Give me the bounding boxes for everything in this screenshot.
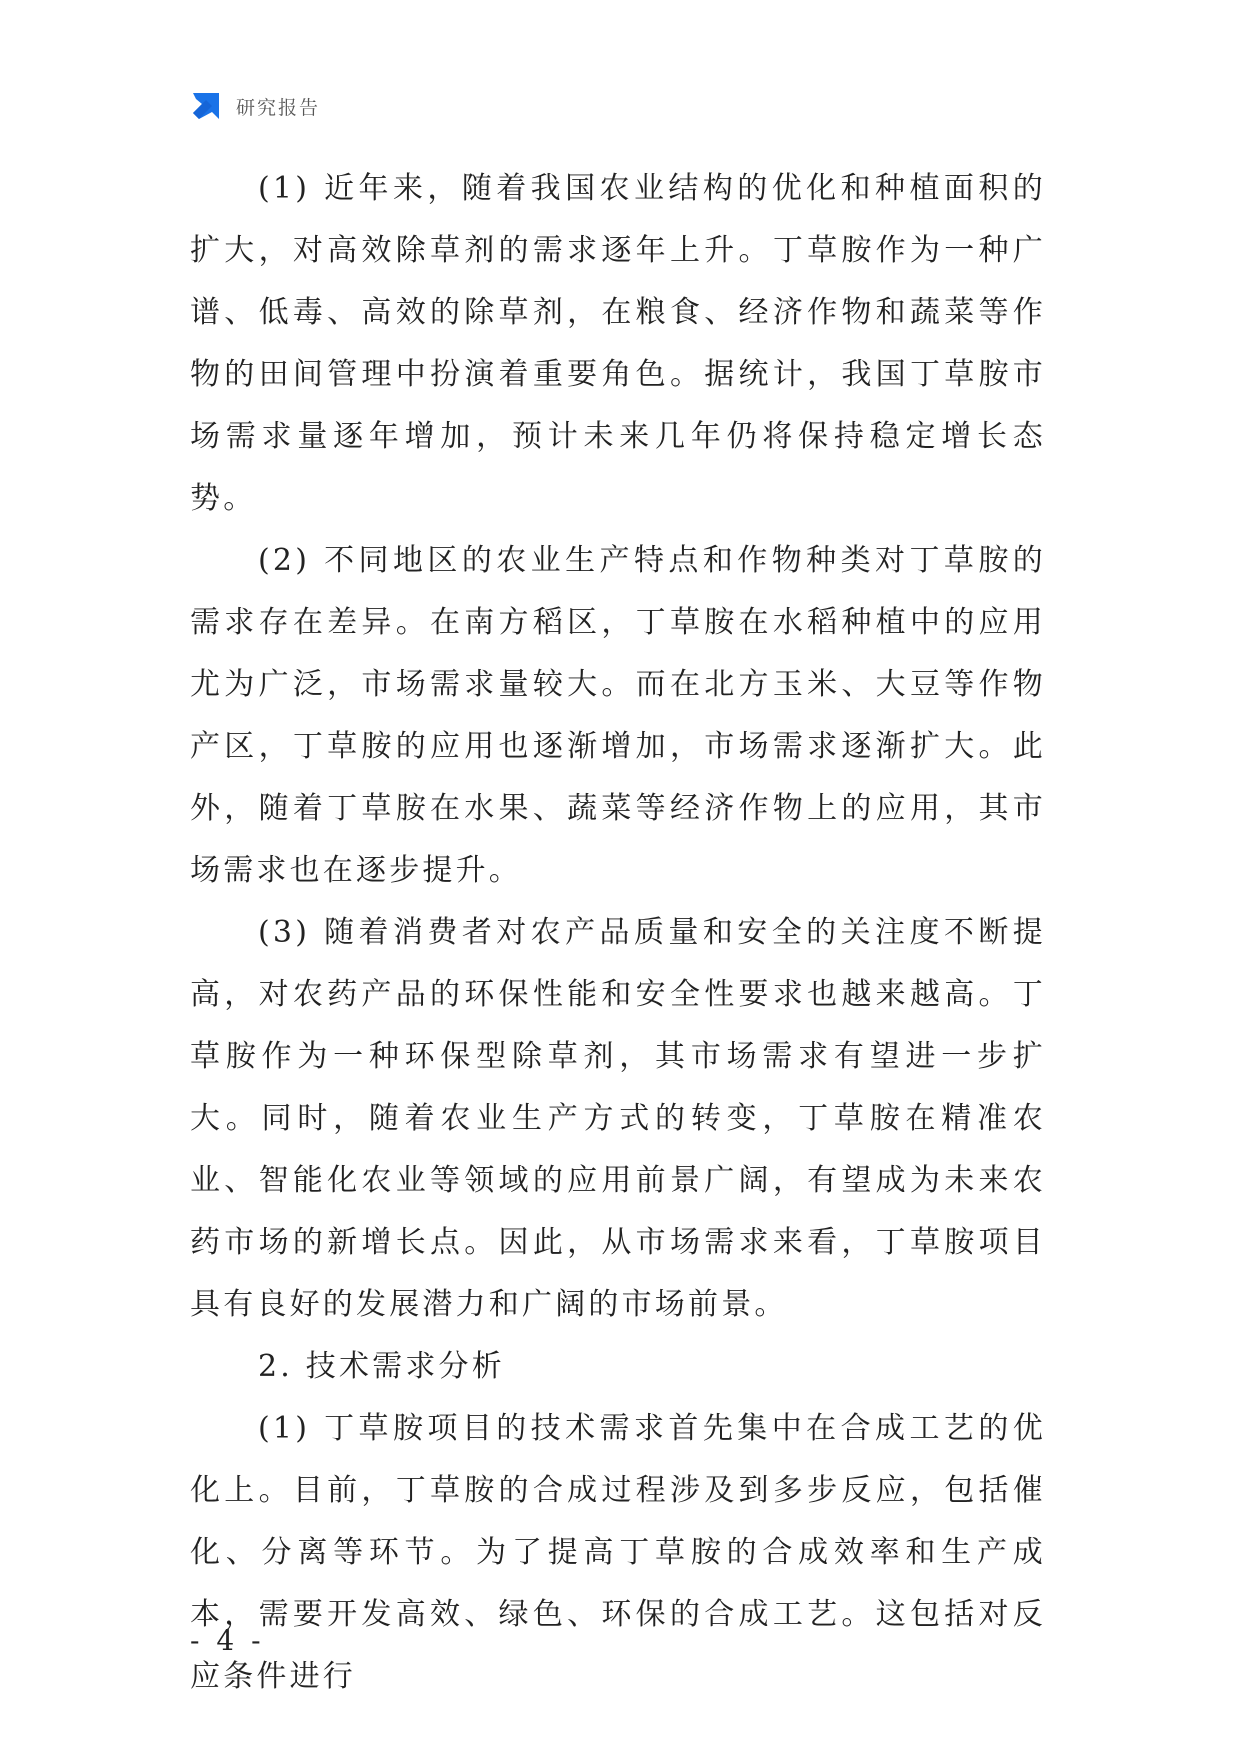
paragraph-demand-1: (1) 近年来，随着我国农业结构的优化和种植面积的扩大，对高效除草剂的需求逐年上升。丁草胺作为一种广谱、低毒、高效的除草剂，在粮食、经济作物和蔬菜等作物的田间管理中扮演着重要角色。据统计，我国丁草胺市场需求量逐年增加，预计未来几年仍将保持稳定增长态势。 [190, 171, 1046, 516]
header-title: 研究报告 [236, 96, 321, 119]
section-heading: 2. 技术需求分析 [258, 1349, 505, 1384]
page-number: - 4 - [190, 1624, 265, 1657]
report-logo-icon [190, 90, 222, 122]
paragraph-demand-2: (2) 不同地区的农业生产特点和作物种类对丁草胺的需求存在差异。在南方稻区，丁草胺在水稻种植中的应用尤为广泛，市场需求量较大。而在北方玉米、大豆等作物产区，丁草胺的应用也逐渐增加，市场需求逐渐扩大。此外，随着丁草胺在水果、蔬菜等经济作物上的应用，其市场需求也在逐步提升。 [190, 543, 1046, 888]
paragraph-tech-1: (1) 丁草胺项目的技术需求首先集中在合成工艺的优化上。目前，丁草胺的合成过程涉及到多步反应，包括催化、分离等环节。为了提高丁草胺的合成效率和生产成本，需要开发高效、绿色、环保的合成工艺。这包括对反应条件进行 [190, 1411, 1046, 1694]
page-header [190, 88, 320, 124]
paragraph-demand-3: (3) 随着消费者对农产品质量和安全的关注度不断提高，对农药产品的环保性能和安全性要求也越来越高。丁草胺作为一种环保型除草剂，其市场需求有望进一步扩大。同时，随着农业生产方式的转变，丁草胺在精准农业、智能化农业等领域的应用前景广阔，有望成为未来农药市场的新增长点。因此，从市场需求来看，丁草胺项目具有良好的发展潜力和广阔的市场前景。 [190, 915, 1046, 1322]
document-body [190, 158, 1046, 1708]
